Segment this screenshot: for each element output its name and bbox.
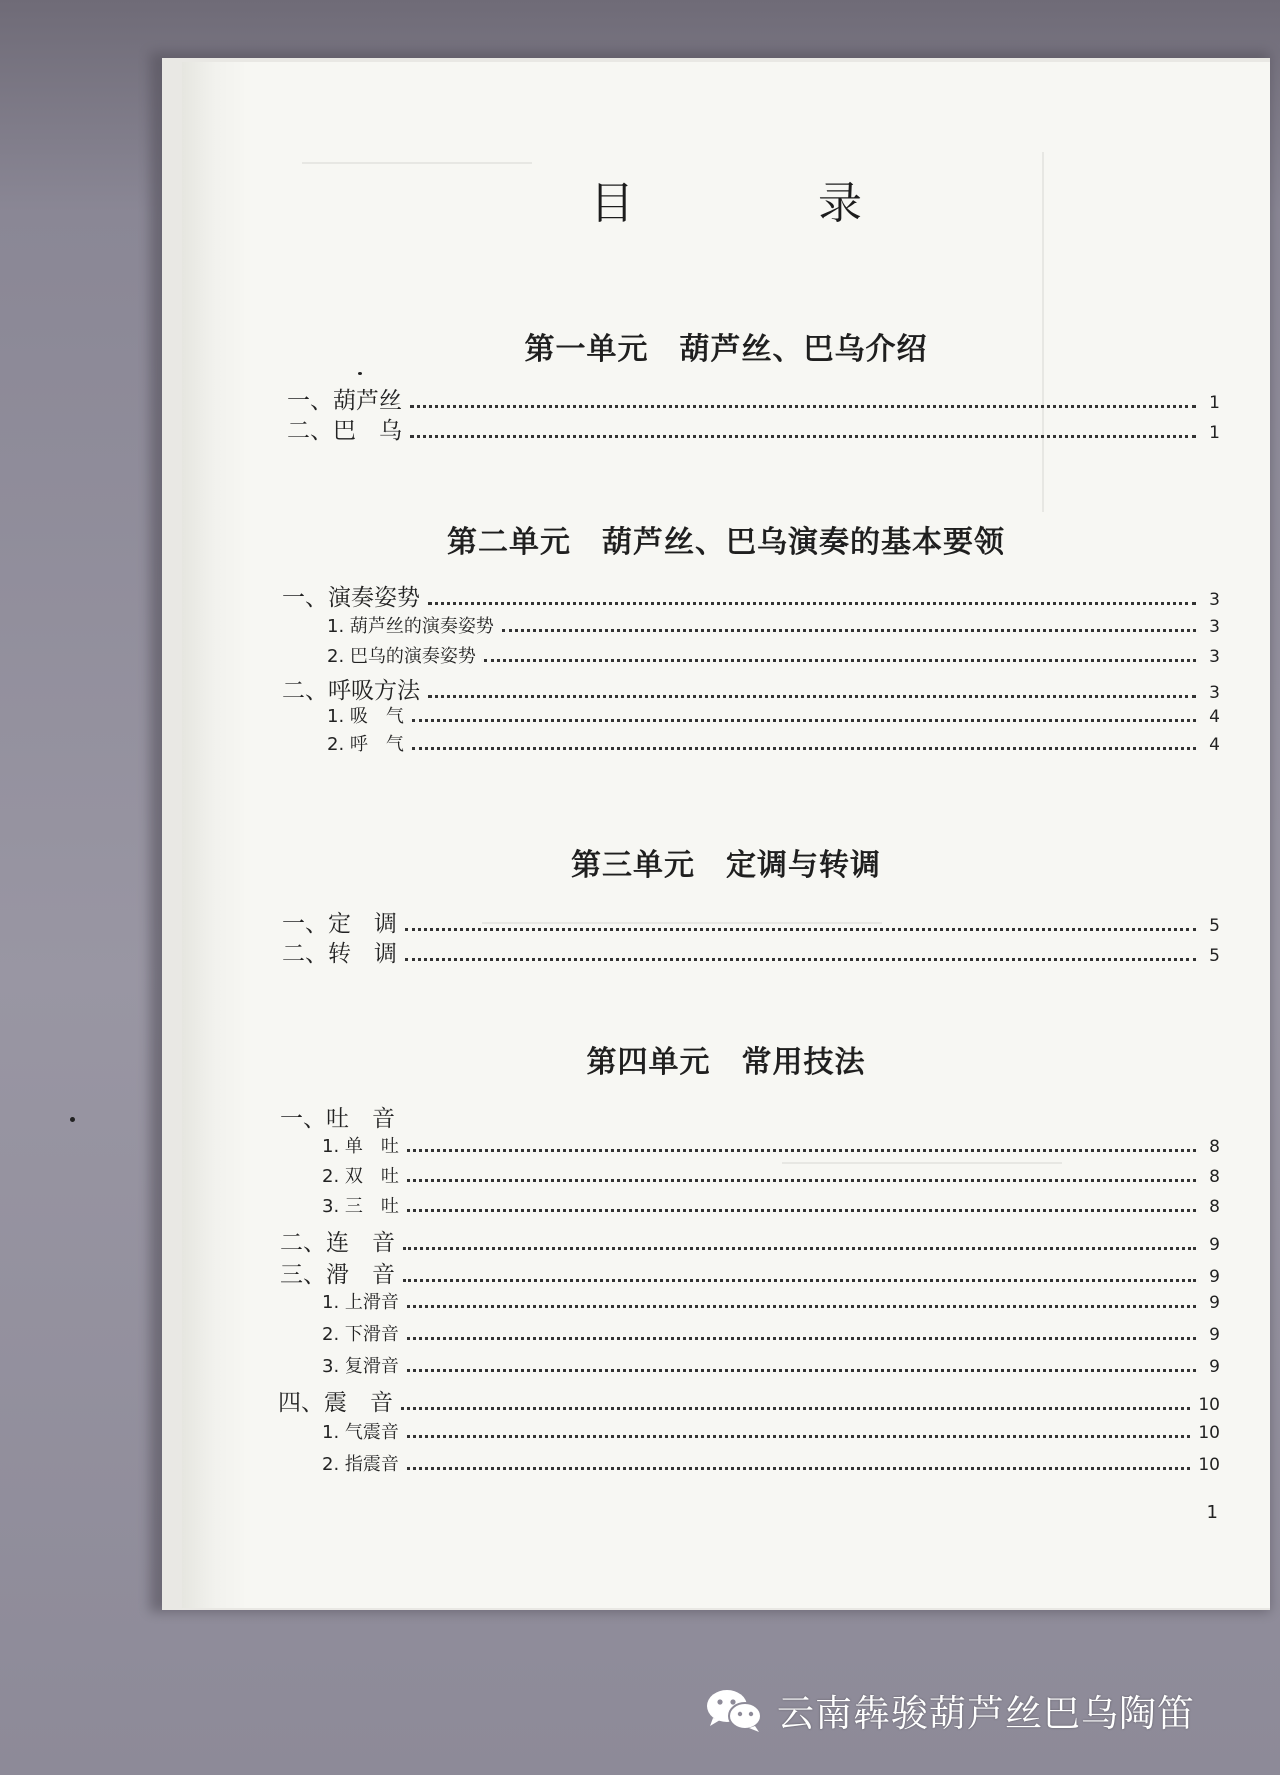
toc-entry[interactable] (327, 612, 1220, 638)
watermark-text: 云南犇骏葫芦丝巴乌陶笛 (777, 1692, 1195, 1735)
toc-entry-page: 5 (1209, 916, 1220, 936)
toc-entry[interactable] (322, 1162, 1220, 1188)
unit-heading: 第一单元 葫芦丝、巴乌介绍 (524, 332, 928, 367)
toc-entry-page: 3 (1209, 647, 1220, 667)
toc-entry[interactable] (282, 905, 1220, 938)
dot-leader (484, 658, 1196, 662)
toc-entry-label: 1. 上滑音 (322, 1292, 399, 1313)
dot-leader (407, 1466, 1190, 1470)
dot-leader (401, 1406, 1190, 1410)
unit-heading: 第三单元 定调与转调 (571, 848, 881, 883)
toc-entry-label: 一、演奏姿势 (282, 585, 420, 611)
toc-entry-label: 一、定 调 (282, 911, 397, 937)
toc-entry[interactable] (322, 1192, 1220, 1218)
toc-entry[interactable] (282, 935, 1220, 968)
toc-entry-label: 二、巴 乌 (287, 418, 402, 444)
page-number: 1 (1206, 1502, 1218, 1523)
toc-entry[interactable] (322, 1450, 1220, 1476)
toc-entry[interactable] (282, 579, 1220, 612)
toc-entry[interactable] (322, 1320, 1220, 1346)
dot-leader (428, 694, 1196, 698)
toc-entry-page: 8 (1209, 1197, 1220, 1217)
dot-leader (407, 1304, 1196, 1308)
toc-entry-label: 1. 单 吐 (322, 1136, 399, 1157)
dot-leader (407, 1178, 1196, 1182)
toc-entry-label: 二、呼吸方法 (282, 678, 420, 704)
dot-leader (428, 601, 1196, 605)
toc-entry[interactable] (322, 1418, 1220, 1444)
toc-entry-page: 9 (1209, 1357, 1220, 1377)
toc-entry-label: 三、滑 音 (280, 1262, 395, 1288)
toc-entry-label: 2. 双 吐 (322, 1166, 399, 1187)
toc-entry-page: 1 (1209, 393, 1220, 413)
dot-leader (410, 404, 1196, 408)
dot-leader (407, 1336, 1196, 1340)
toc-entry-page: 4 (1209, 735, 1220, 755)
toc-entry[interactable] (282, 672, 1220, 705)
toc-entry[interactable] (322, 1288, 1220, 1314)
toc-entry-page: 5 (1209, 946, 1220, 966)
toc-entry-page: 9 (1209, 1293, 1220, 1313)
page-gutter (182, 62, 244, 1608)
toc-entry-page: 3 (1209, 683, 1220, 703)
unit-heading: 第四单元 常用技法 (586, 1045, 866, 1080)
toc-entry[interactable] (280, 1224, 1220, 1257)
toc-entry[interactable] (327, 702, 1220, 728)
document-page (182, 62, 1270, 1608)
dot-leader (412, 718, 1196, 722)
toc-entry-page: 10 (1198, 1455, 1220, 1475)
toc-entry-page: 1 (1209, 423, 1220, 443)
toc-entry[interactable] (278, 1384, 1220, 1417)
toc-entry[interactable] (322, 1132, 1220, 1158)
toc-entry-label: 2. 下滑音 (322, 1324, 399, 1345)
dot-leader (407, 1434, 1190, 1438)
toc-entry-page: 9 (1209, 1325, 1220, 1345)
toc-entry-label: 1. 气震音 (322, 1422, 399, 1443)
toc-entry[interactable] (327, 730, 1220, 756)
dot-leader (502, 628, 1196, 632)
dot-leader (405, 927, 1196, 931)
toc-entry[interactable] (322, 1352, 1220, 1378)
dot-leader (403, 1278, 1196, 1282)
toc-entry-page: 4 (1209, 707, 1220, 727)
toc-entry-label: 四、震 音 (278, 1390, 393, 1416)
dot-leader (407, 1148, 1196, 1152)
toc-entry-label: 2. 指震音 (322, 1454, 399, 1475)
toc-entry-label: 2. 巴乌的演奏姿势 (327, 646, 476, 667)
toc-entry-page: 9 (1209, 1235, 1220, 1255)
toc-entry-page: 3 (1209, 617, 1220, 637)
toc-entry-label: 3. 复滑音 (322, 1356, 399, 1377)
dot-leader (403, 1246, 1196, 1250)
scan-speck (358, 372, 362, 375)
toc-entry-page: 10 (1198, 1423, 1220, 1443)
toc-entry[interactable] (280, 1100, 1220, 1133)
wechat-icon (705, 1688, 763, 1732)
dot-leader (405, 957, 1196, 961)
toc-entry-label: 二、连 音 (280, 1230, 395, 1256)
toc-entry-label: 二、转 调 (282, 941, 397, 967)
dot-leader (407, 1208, 1196, 1212)
toc-entry[interactable] (287, 382, 1220, 415)
toc-entry-page: 8 (1209, 1137, 1220, 1157)
dot-leader (412, 746, 1196, 750)
scan-speck (70, 1117, 75, 1122)
unit-heading: 第二单元 葫芦丝、巴乌演奏的基本要领 (447, 525, 1005, 560)
toc-entry-page: 9 (1209, 1267, 1220, 1287)
toc-entry-page: 3 (1209, 590, 1220, 610)
dot-leader (407, 1368, 1196, 1372)
toc-entry-label: 3. 三 吐 (322, 1196, 399, 1217)
toc-entry-page: 10 (1198, 1395, 1220, 1415)
toc-entry-label: 2. 呼 气 (327, 734, 404, 755)
toc-entry-label: 1. 吸 气 (327, 706, 404, 727)
toc-entry-page: 8 (1209, 1167, 1220, 1187)
page-title: 目 录 (590, 178, 932, 229)
dot-leader (410, 434, 1196, 438)
watermark (705, 1680, 1195, 1740)
toc-entry[interactable] (327, 642, 1220, 668)
toc-entry-label: 一、吐 音 (280, 1106, 395, 1132)
toc-entry[interactable] (280, 1256, 1220, 1289)
toc-entry-label: 一、葫芦丝 (287, 388, 402, 414)
toc-entry[interactable] (287, 412, 1220, 445)
toc-entry-label: 1. 葫芦丝的演奏姿势 (327, 616, 494, 637)
